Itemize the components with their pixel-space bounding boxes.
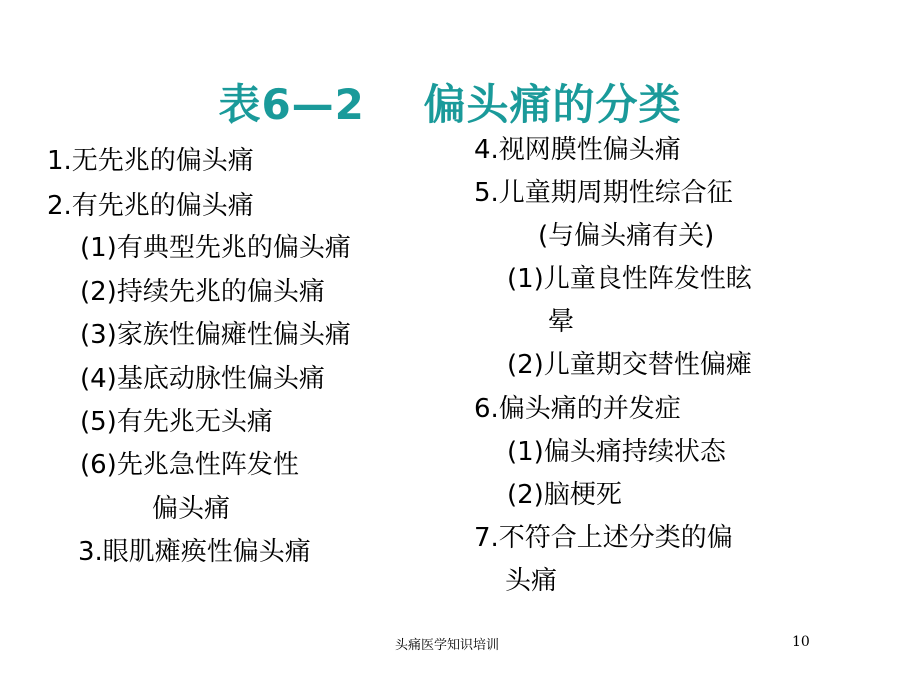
list-item: 5.儿童期周期性综合征 <box>474 178 733 208</box>
slide-title: 表6—2 偏头痛的分类 <box>218 80 682 129</box>
list-item: (2)儿童期交替性偏瘫 <box>507 350 752 380</box>
footer-text: 头痛医学知识培训 <box>395 638 500 653</box>
list-item: (与偏头痛有关) <box>538 221 715 251</box>
list-item: (4)基底动脉性偏头痛 <box>80 364 325 394</box>
list-item: (1)儿童良性阵发性眩 <box>507 264 752 294</box>
list-item: 2.有先兆的偏头痛 <box>47 191 254 221</box>
list-item: 偏头痛 <box>152 494 231 524</box>
list-item: (2)脑梗死 <box>507 480 622 510</box>
list-item: (1)有典型先兆的偏头痛 <box>80 233 351 263</box>
page-number: 10 <box>792 634 810 650</box>
list-item: 3.眼肌瘫痪性偏头痛 <box>78 537 311 567</box>
list-item: (6)先兆急性阵发性 <box>80 450 299 480</box>
list-item: (2)持续先兆的偏头痛 <box>80 277 325 307</box>
list-item: (3)家族性偏瘫性偏头痛 <box>80 320 351 350</box>
list-item: 头痛 <box>505 566 558 596</box>
list-item: 4.视网膜性偏头痛 <box>474 135 681 165</box>
list-item: (1)偏头痛持续状态 <box>507 437 726 467</box>
list-item: 7.不符合上述分类的偏 <box>474 523 733 553</box>
list-item: 6.偏头痛的并发症 <box>474 394 681 424</box>
list-item: 1.无先兆的偏头痛 <box>47 146 254 176</box>
list-item: 晕 <box>548 307 575 337</box>
list-item: (5)有先兆无头痛 <box>80 407 273 437</box>
